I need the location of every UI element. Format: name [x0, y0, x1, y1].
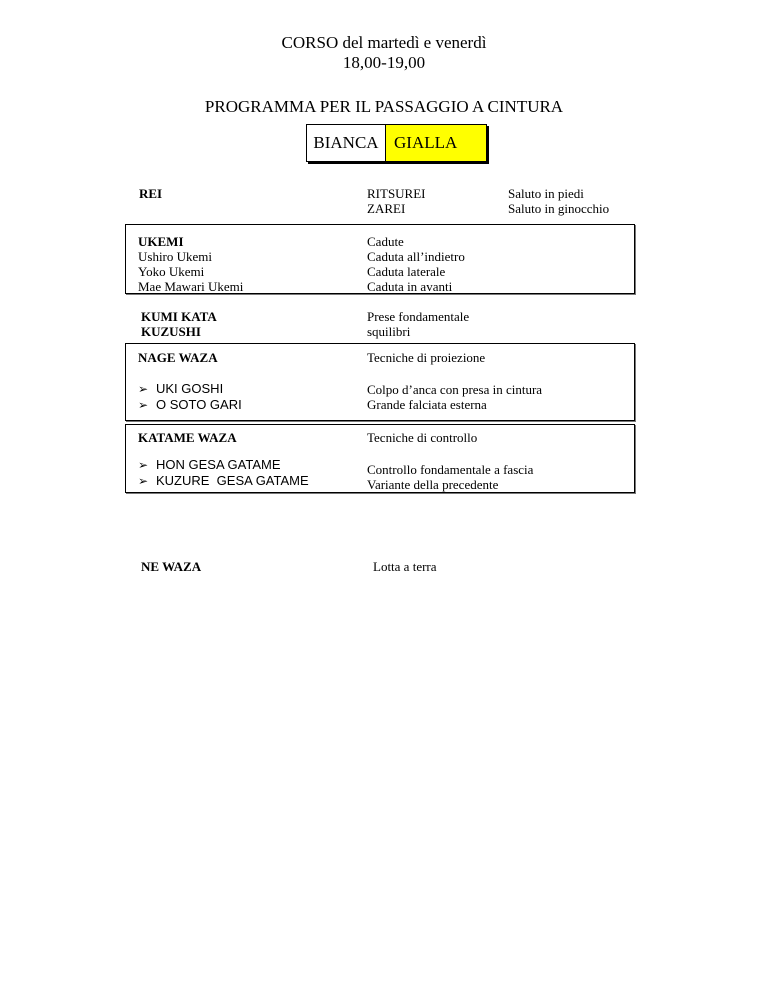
- course-title: CORSO del martedì e venerdì: [281, 33, 487, 52]
- ukemi-desc: Caduta in avanti: [367, 279, 453, 294]
- kumikata-titles: [141, 309, 217, 339]
- list-item: [138, 381, 242, 397]
- katame-waza-box: [125, 424, 635, 493]
- ukemi-item: Mae Mawari Ukemi: [138, 279, 244, 294]
- arrowhead-bullet-icon: ➢: [138, 382, 149, 396]
- nage-waza-title: NAGE WAZA: [138, 350, 218, 365]
- technique-desc: Colpo d’anca con presa in cintura: [367, 382, 543, 397]
- ukemi-left: [138, 234, 243, 294]
- course-hours: 18,00-19,00: [342, 53, 426, 72]
- list-item: [138, 473, 309, 489]
- rei-meanings: [508, 186, 609, 216]
- belt-from-label: BIANCA: [307, 125, 386, 161]
- belt-to-label: GIALLA: [386, 125, 486, 161]
- technique-name: HON GESA GATAME: [156, 457, 281, 472]
- technique-desc: Grande falciata esterna: [367, 397, 487, 412]
- technique-name: UKI GOSHI: [156, 381, 224, 396]
- katame-waza-title-desc: Tecniche di controllo: [367, 430, 478, 445]
- technique-desc: Controllo fondamentale a fascia: [367, 462, 534, 477]
- kumikata-desc: Prese fondamentale: [367, 309, 470, 324]
- ukemi-header-desc: Cadute: [367, 234, 404, 249]
- rei-terms: [367, 186, 426, 216]
- belt-transition-box: [306, 124, 487, 162]
- nage-waza-techniques: [138, 381, 242, 413]
- program-title: PROGRAMMA PER IL PASSAGGIO A CINTURA: [204, 97, 564, 116]
- list-item: [138, 397, 242, 413]
- ukemi-right: [367, 234, 465, 294]
- rei-meaning: Saluto in ginocchio: [508, 201, 610, 216]
- arrowhead-bullet-icon: ➢: [138, 474, 149, 488]
- nage-waza-title-desc: Tecniche di proiezione: [367, 350, 486, 365]
- nage-waza-descriptions: [367, 382, 542, 412]
- kuzushi-title: KUZUSHI: [141, 324, 201, 339]
- ukemi-item: Ushiro Ukemi: [138, 249, 213, 264]
- technique-name: O SOTO GARI: [156, 397, 242, 412]
- rei-term: RITSUREI: [367, 186, 426, 201]
- katame-waza-title: KATAME WAZA: [138, 430, 237, 445]
- ukemi-desc: Caduta laterale: [367, 264, 446, 279]
- kuzushi-desc: squilibri: [367, 324, 411, 339]
- ne-waza-desc: Lotta a terra: [373, 559, 437, 574]
- katame-waza-techniques: [138, 457, 309, 489]
- ukemi-title: UKEMI: [138, 234, 184, 249]
- technique-desc: Variante della precedente: [367, 477, 499, 492]
- technique-name: KUZURE GESA GATAME: [156, 473, 309, 488]
- ukemi-box: [125, 224, 635, 294]
- katame-waza-descriptions: [367, 462, 533, 492]
- rei-title: REI: [139, 186, 163, 201]
- ukemi-desc: Caduta all’indietro: [367, 249, 465, 264]
- arrowhead-bullet-icon: ➢: [138, 398, 149, 412]
- list-item: [138, 457, 309, 473]
- kumikata-descriptions: [367, 309, 469, 339]
- ukemi-item: Yoko Ukemi: [138, 264, 205, 279]
- nage-waza-box: [125, 343, 635, 421]
- rei-term: ZAREI: [367, 201, 406, 216]
- rei-meaning: Saluto in piedi: [508, 186, 584, 201]
- ne-waza-title: NE WAZA: [141, 559, 202, 574]
- kumikata-title: KUMI KATA: [141, 309, 217, 324]
- arrowhead-bullet-icon: ➢: [138, 458, 149, 472]
